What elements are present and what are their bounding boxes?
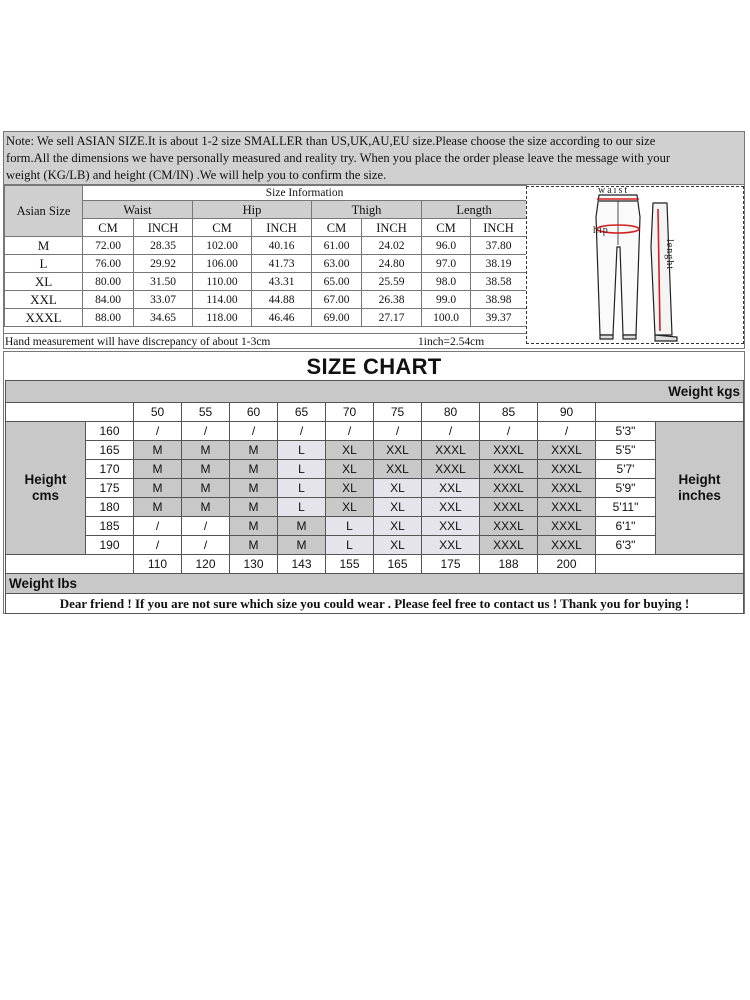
size-cell: M (182, 479, 230, 498)
measurement-value: 39.37 (471, 309, 527, 327)
size-cell: XL (374, 517, 422, 536)
size-cell: XXXL (538, 517, 596, 536)
size-row (5, 291, 527, 309)
weight-kg-value: 60 (230, 403, 278, 422)
height-cm-value: 160 (86, 422, 134, 441)
size-label: XXL (5, 291, 83, 309)
height-inch-value: 5'5" (596, 441, 656, 460)
height-inch-value: 5'7' (596, 460, 656, 479)
size-label: XL (5, 273, 83, 291)
weight-kgs-header: Weight kgs (6, 381, 744, 403)
size-cell: XXXL (538, 479, 596, 498)
size-cell: M (278, 536, 326, 555)
height-cm-value: 175 (86, 479, 134, 498)
size-cell: L (278, 479, 326, 498)
size-cell: XXXL (538, 498, 596, 517)
measurement-value: 43.31 (252, 273, 312, 291)
weight-kg-row (6, 403, 744, 422)
corner-cell (596, 555, 744, 574)
size-cell: M (134, 441, 182, 460)
height-inch-value: 6'1" (596, 517, 656, 536)
height-row (6, 479, 744, 498)
size-cell: XL (374, 536, 422, 555)
size-cell: M (230, 479, 278, 498)
size-cell: M (182, 441, 230, 460)
height-row (6, 422, 744, 441)
size-cell: / (182, 422, 230, 441)
length-label: lenght (664, 239, 675, 270)
note-line-3: weight (KG/LB) and height (CM/IN) .We will help you to confirm the size. (6, 168, 387, 182)
size-cell: XL (326, 479, 374, 498)
height-inch-value: 5'3" (596, 422, 656, 441)
size-cell: M (134, 460, 182, 479)
height-inch-value: 6'3" (596, 536, 656, 555)
height-cm-value: 185 (86, 517, 134, 536)
measurement-value: 40.16 (252, 237, 312, 255)
height-inch-value: 5'9" (596, 479, 656, 498)
size-row (5, 255, 527, 273)
height-cm-value: 190 (86, 536, 134, 555)
group-header-thigh: Thigh (312, 201, 422, 219)
size-cell: L (278, 460, 326, 479)
size-cell: / (422, 422, 480, 441)
measurement-value: 33.07 (134, 291, 193, 309)
measurement-value: 61.00 (312, 237, 362, 255)
size-cell: XL (326, 498, 374, 517)
measurement-value: 26.38 (362, 291, 422, 309)
pants-illustration (527, 187, 743, 343)
note-line-2: form.All the dimensions we have personally measured and reality try. When you place the order please leave the message with your (6, 151, 671, 165)
size-cell: XL (326, 441, 374, 460)
corner-cell (6, 555, 134, 574)
weight-lbs-value: 165 (374, 555, 422, 574)
weight-lbs-header: Weight lbs (6, 574, 744, 594)
size-cell: / (230, 422, 278, 441)
weight-kg-value: 50 (134, 403, 182, 422)
measurement-value: 29.92 (134, 255, 193, 273)
size-information-block (3, 131, 745, 349)
unit-header: CM (422, 219, 471, 237)
weight-kg-value: 55 (182, 403, 230, 422)
size-cell: / (374, 422, 422, 441)
measurement-value: 38.19 (471, 255, 527, 273)
size-cell: M (230, 441, 278, 460)
size-cell: L (278, 441, 326, 460)
measurement-value: 76.00 (83, 255, 134, 273)
weight-lbs-row (6, 555, 744, 574)
size-cell: XXL (374, 441, 422, 460)
measurement-value: 27.17 (362, 309, 422, 327)
measurement-value: 25.59 (362, 273, 422, 291)
measurement-value: 84.00 (83, 291, 134, 309)
size-label: M (5, 237, 83, 255)
size-cell: XL (374, 498, 422, 517)
footnote-text: Hand measurement will have discrepancy of about 1-3cm (5, 336, 271, 348)
size-cell: / (134, 517, 182, 536)
front-pants-icon (596, 195, 640, 339)
size-cell: / (182, 517, 230, 536)
waist-label: waist (598, 187, 630, 196)
measurement-value: 67.00 (312, 291, 362, 309)
height-inches-unit: inches (678, 488, 721, 503)
weight-kg-value: 85 (480, 403, 538, 422)
height-cm-value: 180 (86, 498, 134, 517)
size-chart-footer: Dear friend ! If you are not sure which size you could wear . Please feel free to contact us ! Thank you for buying ! (6, 594, 744, 614)
size-row (5, 273, 527, 291)
size-cell: M (230, 536, 278, 555)
size-row (5, 309, 527, 327)
height-cms-label: Height (24, 472, 67, 487)
measurement-value: 28.35 (134, 237, 193, 255)
size-cell: XXXL (480, 536, 538, 555)
size-note (4, 132, 744, 185)
measurement-value: 38.98 (471, 291, 527, 309)
size-chart (3, 351, 745, 614)
size-chart-title: SIZE CHART (306, 354, 442, 379)
weight-kg-value: 90 (538, 403, 596, 422)
size-cell: XXXL (538, 460, 596, 479)
size-chart-grid (5, 380, 744, 614)
measurement-value: 69.00 (312, 309, 362, 327)
measurement-value: 98.0 (422, 273, 471, 291)
size-cell: XXXL (480, 441, 538, 460)
height-cm-value: 165 (86, 441, 134, 460)
size-cell: / (134, 422, 182, 441)
size-cell: / (278, 422, 326, 441)
side-pants-icon (651, 203, 677, 341)
weight-lbs-value: 175 (422, 555, 480, 574)
size-label: L (5, 255, 83, 273)
size-cell: XXXL (538, 536, 596, 555)
measurement-value: 88.00 (83, 309, 134, 327)
corner-cell (596, 403, 744, 422)
measurement-value: 72.00 (83, 237, 134, 255)
unit-header: INCH (362, 219, 422, 237)
size-cell: M (182, 460, 230, 479)
measurement-value: 63.00 (312, 255, 362, 273)
weight-lbs-value: 110 (134, 555, 182, 574)
unit-header: INCH (471, 219, 527, 237)
corner-cell (6, 403, 134, 422)
size-cell: L (326, 517, 374, 536)
measurement-value: 34.65 (134, 309, 193, 327)
size-cell: L (278, 498, 326, 517)
weight-lbs-value: 200 (538, 555, 596, 574)
measurement-value: 96.0 (422, 237, 471, 255)
size-cell: XXXL (422, 460, 480, 479)
unit-header: CM (193, 219, 252, 237)
measurement-value: 24.02 (362, 237, 422, 255)
size-cell: M (182, 498, 230, 517)
size-cell: XXL (422, 517, 480, 536)
measurement-value: 110.00 (193, 273, 252, 291)
unit-header: CM (312, 219, 362, 237)
measurement-value: 46.46 (252, 309, 312, 327)
measurement-value: 38.58 (471, 273, 527, 291)
size-row (5, 237, 527, 255)
measurement-value: 44.88 (252, 291, 312, 309)
size-cell: M (230, 517, 278, 536)
size-cell: XXL (374, 460, 422, 479)
size-information-title: Size Information (83, 186, 527, 201)
size-cell: XXXL (480, 498, 538, 517)
measurement-value: 41.73 (252, 255, 312, 273)
measurement-value: 114.00 (193, 291, 252, 309)
size-cell: XXXL (538, 441, 596, 460)
size-cell: / (538, 422, 596, 441)
pants-measurement-diagram (526, 186, 744, 344)
weight-lbs-value: 120 (182, 555, 230, 574)
measurement-value: 102.00 (193, 237, 252, 255)
measurement-footnote (4, 333, 526, 349)
measurement-value: 100.0 (422, 309, 471, 327)
height-row (6, 536, 744, 555)
group-header-waist: Waist (83, 201, 193, 219)
weight-kg-value: 70 (326, 403, 374, 422)
measurement-value: 24.80 (362, 255, 422, 273)
size-cell: XXXL (480, 517, 538, 536)
conversion-note: 1inch=2.54cm (418, 336, 485, 348)
weight-lbs-value: 188 (480, 555, 538, 574)
unit-header-row (5, 219, 527, 237)
height-inches-header (656, 422, 744, 555)
measurement-value: 99.0 (422, 291, 471, 309)
height-cms-unit: cms (31, 488, 60, 503)
height-cm-value: 170 (86, 460, 134, 479)
unit-header: INCH (134, 219, 193, 237)
weight-kg-value: 75 (374, 403, 422, 422)
size-cell: / (480, 422, 538, 441)
size-cell: M (134, 479, 182, 498)
height-cms-header (6, 422, 86, 555)
group-header-length: Length (422, 201, 527, 219)
size-cell: M (134, 498, 182, 517)
size-cell: / (326, 422, 374, 441)
size-information-table (4, 185, 527, 327)
measurement-value: 118.00 (193, 309, 252, 327)
size-cell: XXXL (480, 479, 538, 498)
measurement-value: 65.00 (312, 273, 362, 291)
measurement-value: 97.0 (422, 255, 471, 273)
size-cell: XXXL (422, 441, 480, 460)
weight-kg-value: 80 (422, 403, 480, 422)
unit-header: CM (83, 219, 134, 237)
measurement-value: 31.50 (134, 273, 193, 291)
size-cell: XL (374, 479, 422, 498)
height-inch-value: 5'11" (596, 498, 656, 517)
asian-size-header: Asian Size (5, 186, 83, 237)
size-label: XXXL (5, 309, 83, 327)
height-row (6, 517, 744, 536)
size-cell: M (230, 498, 278, 517)
size-cell: XL (326, 460, 374, 479)
size-cell: XXXL (480, 460, 538, 479)
measurement-value: 80.00 (83, 273, 134, 291)
hip-label: hip (593, 225, 609, 236)
size-cell: XXL (422, 498, 480, 517)
weight-lbs-value: 143 (278, 555, 326, 574)
height-inches-label: Height (678, 472, 721, 487)
group-header-hip: Hip (193, 201, 312, 219)
measurement-value: 106.00 (193, 255, 252, 273)
size-cell: M (278, 517, 326, 536)
size-cell: / (182, 536, 230, 555)
height-row (6, 498, 744, 517)
size-cell: / (134, 536, 182, 555)
height-row (6, 441, 744, 460)
weight-kg-value: 65 (278, 403, 326, 422)
height-row (6, 460, 744, 479)
size-cell: XXL (422, 479, 480, 498)
measurement-value: 37.80 (471, 237, 527, 255)
note-line-1: Note: We sell ASIAN SIZE.It is about 1-2 size SMALLER than US,UK,AU,EU size.Please choose the size according to our size (6, 134, 656, 148)
size-cell: XXL (422, 536, 480, 555)
weight-lbs-value: 130 (230, 555, 278, 574)
size-cell: L (326, 536, 374, 555)
size-cell: M (230, 460, 278, 479)
unit-header: INCH (252, 219, 312, 237)
weight-lbs-value: 155 (326, 555, 374, 574)
